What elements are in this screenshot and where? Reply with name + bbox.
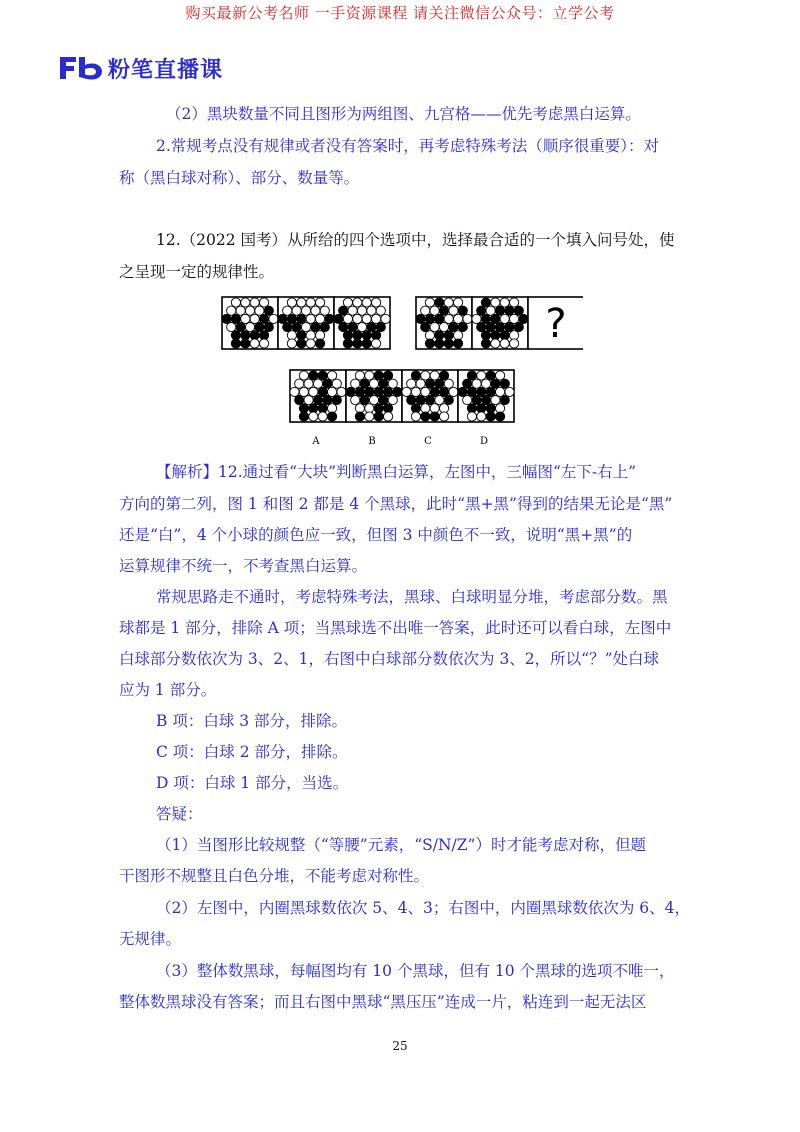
option-B-cell-ball xyxy=(369,396,378,405)
option-B-cell-ball xyxy=(355,412,364,421)
analysis-line-4: 运算规律不统一，不考查黑白运算。 xyxy=(119,557,368,575)
stem-left-cell-1-ball xyxy=(241,298,250,307)
question-line-2: 之呈现一定的规律性。 xyxy=(119,263,275,281)
stem-right-cell-2-ball xyxy=(510,298,519,307)
stem-left-cell-3-ball xyxy=(372,298,381,307)
option-A-cell-ball xyxy=(313,396,322,405)
analysis-line-5: 常规思路走不通时，考虑特殊考法，黑球、白球明显分堆，考虑部分数。黑 xyxy=(156,588,668,606)
option-D-cell-ball xyxy=(463,396,472,405)
stem-left-cell-3-ball xyxy=(343,339,352,348)
option-C-cell-ball xyxy=(425,396,434,405)
stem-left-cell-2-ball xyxy=(297,339,306,348)
option-B-cell-ball xyxy=(374,412,383,421)
option-D-cell-ball xyxy=(486,412,495,421)
option-D-cell-ball xyxy=(463,379,472,388)
stem-right-cell-2-ball xyxy=(505,323,514,332)
stem-left-cell-1-ball xyxy=(264,306,273,315)
stem-left-cell-2-ball xyxy=(283,323,292,332)
stem-left-cell-1-ball xyxy=(250,314,259,323)
option-A-cell-ball xyxy=(304,396,313,405)
stem-right-cell-2-ball xyxy=(510,339,519,348)
option-A-cell-ball xyxy=(318,371,327,380)
stem-right-cell-2-ball xyxy=(491,314,500,323)
stem-right-cell-1-ball xyxy=(454,298,463,307)
stem-left-cell-1-ball xyxy=(250,339,259,348)
stem-right-cell-1-ball xyxy=(421,306,430,315)
stem-left-cell-3-ball xyxy=(353,339,362,348)
option-C-cell-ball xyxy=(416,379,425,388)
option-A-cell-ball xyxy=(337,387,346,396)
stem-right-cell-2-ball xyxy=(481,339,490,348)
text-line-3: 称（黑白球对称）、部分、数量等。 xyxy=(119,169,360,187)
stem-right-cell-1-ball xyxy=(454,314,463,323)
stem-left-cell-2-ball xyxy=(316,339,325,348)
qa-line-5: （3）整体数黑球，每幅图均有 10 个黑球，但有 10 个黑球的选项不唯一， xyxy=(156,962,675,980)
stem-right-cell-1-ball xyxy=(444,314,453,323)
stem-left-cell-3-ball xyxy=(367,306,376,315)
analysis-line-6: 球都是 1 部分，排除 A 项；当黑球选不出唯一答案，此时还可以看白球，左图中 xyxy=(119,619,672,637)
stem-right-cell-1-ball xyxy=(425,298,434,307)
option-B-cell-ball xyxy=(388,396,397,405)
page-number: 25 xyxy=(392,1039,408,1053)
option-A-cell-ball xyxy=(318,412,327,421)
option-B-cell-ball xyxy=(388,379,397,388)
option-C-cell-ball xyxy=(425,379,434,388)
option-C-cell-ball xyxy=(440,412,449,421)
stem-right-cell-2-ball xyxy=(472,314,481,323)
option-C-cell-ball xyxy=(430,412,439,421)
option-D-cell-ball xyxy=(472,396,481,405)
option-D-cell-ball xyxy=(477,371,486,380)
option-D-cell-ball xyxy=(472,379,481,388)
option-A-cell-ball xyxy=(299,412,308,421)
option-C-cell-ball xyxy=(421,387,430,396)
stem-right-cell-1-ball xyxy=(439,306,448,315)
stem-left-cell-2-ball xyxy=(287,298,296,307)
option-A-cell-ball xyxy=(332,396,341,405)
option-D-cell-ball xyxy=(486,387,495,396)
option-C-cell-ball xyxy=(407,396,416,405)
option-B-cell-ball xyxy=(374,387,383,396)
stem-right-cell-1-ball xyxy=(439,323,448,332)
stem-left-cell-2-ball xyxy=(316,298,325,307)
stem-right-cell-2-ball xyxy=(495,306,504,315)
stem-left-cell-1-ball xyxy=(231,339,240,348)
option-D-cell-ball xyxy=(477,412,486,421)
option-C-cell-ball xyxy=(444,396,453,405)
stem-right-cell-1-ball xyxy=(435,314,444,323)
stem-left-cell-1-ball xyxy=(227,323,236,332)
option-A-cell-ball xyxy=(309,371,318,380)
stem-right-cell-1-ball xyxy=(430,323,439,332)
option-B-cell-ball xyxy=(379,396,388,405)
stem-left-cell-3-ball xyxy=(367,323,376,332)
option-A-cell-ball xyxy=(299,371,308,380)
option-C-cell-ball xyxy=(435,379,444,388)
option-C-cell-ball xyxy=(430,371,439,380)
option-D-cell-ball xyxy=(467,412,476,421)
stem-right-cell-2-ball xyxy=(491,339,500,348)
stem-right-cell-2-ball xyxy=(514,306,523,315)
stem-right-cell-1-ball xyxy=(425,339,434,348)
stem-left-cell-2-ball xyxy=(292,323,301,332)
option-b-line: B 项：白球 3 部分，排除。 xyxy=(156,712,348,730)
fb-logo-icon xyxy=(58,55,104,81)
stem-right-cell-2-ball xyxy=(481,314,490,323)
option-D-cell-ball xyxy=(486,371,495,380)
option-d-line: D 项：白球 1 部分，当选。 xyxy=(156,774,349,792)
stem-left-cell-1-ball xyxy=(260,298,269,307)
option-C-cell-ball xyxy=(411,387,420,396)
option-B-cell-ball xyxy=(393,387,402,396)
option-C-cell-ball xyxy=(430,387,439,396)
option-D-cell-ball xyxy=(496,412,505,421)
stem-left-cell-3-ball xyxy=(334,314,343,323)
stem-left-cell-3-ball xyxy=(362,339,371,348)
stem-left-cell-3-ball xyxy=(357,323,366,332)
option-D-cell-ball xyxy=(500,396,509,405)
stem-left-cell-3-ball xyxy=(343,314,352,323)
stem-left-cell-1-ball xyxy=(236,306,245,315)
stem-left-cell-3-ball xyxy=(372,339,381,348)
option-C-cell-ball xyxy=(435,396,444,405)
stem-left-cell-3-ball xyxy=(348,306,357,315)
stem-left-cell-1-ball xyxy=(255,323,264,332)
option-D-cell-ball xyxy=(491,396,500,405)
stem-left-cell-1-ball xyxy=(255,306,264,315)
option-B-cell-ball xyxy=(384,412,393,421)
option-C-cell-ball xyxy=(411,371,420,380)
qa-line-1: （1）当图形比较规整（“等腰”元素，“S/N/Z”）时才能考虑对称，但题 xyxy=(156,836,646,854)
option-A-cell-ball xyxy=(290,387,299,396)
option-D-cell-ball xyxy=(481,379,490,388)
stem-left-cell-2-ball xyxy=(306,339,315,348)
stem-left-cell-1-ball xyxy=(241,339,250,348)
option-D-cell-ball xyxy=(467,387,476,396)
stem-left-cell-2-ball xyxy=(316,314,325,323)
stem-right-cell-1-ball xyxy=(454,339,463,348)
qa-line-6: 整体数黑球没有答案；而且右图中黑球“黑压压”连成一片，粘连到一起无法区 xyxy=(119,993,647,1011)
analysis-line-8: 应为 1 部分。 xyxy=(119,681,217,699)
stem-right-cell-1-ball xyxy=(435,339,444,348)
option-A-cell-ball xyxy=(323,379,332,388)
option-label-B: B xyxy=(368,436,376,447)
stem-left-cell-2-ball xyxy=(297,298,306,307)
stem-right-cell-1-ball xyxy=(444,298,453,307)
stem-left-cell-2-ball xyxy=(292,306,301,315)
stem-right-cell-1-ball xyxy=(449,323,458,332)
option-D-cell-ball xyxy=(477,387,486,396)
stem-left-cell-1-ball xyxy=(236,323,245,332)
option-C-cell-ball xyxy=(449,387,458,396)
stem-left-cell-2-ball xyxy=(320,306,329,315)
stem-left-cell-1-ball xyxy=(241,314,250,323)
option-B-cell-ball xyxy=(384,371,393,380)
option-D-cell-ball xyxy=(467,371,476,380)
option-label-A: A xyxy=(312,436,320,447)
stem-right-cell-2-ball xyxy=(491,298,500,307)
option-B-cell-ball xyxy=(365,412,374,421)
option-B-cell-ball xyxy=(351,379,360,388)
option-D-cell-ball xyxy=(496,387,505,396)
stem-right-cell-2-ball xyxy=(505,306,514,315)
stem-left-cell-1-ball xyxy=(264,323,273,332)
stem-left-cell-1-ball xyxy=(250,298,259,307)
stem-right-cell-2-ball xyxy=(481,298,490,307)
option-B-cell-ball xyxy=(355,371,364,380)
option-C-cell-ball xyxy=(411,412,420,421)
option-C-cell-ball xyxy=(416,396,425,405)
option-A-cell-ball xyxy=(299,387,308,396)
stem-left-cell-3-ball xyxy=(339,306,348,315)
option-C-cell-ball xyxy=(421,412,430,421)
option-C-cell-ball xyxy=(421,371,430,380)
option-B-cell-ball xyxy=(346,387,355,396)
option-A-cell-ball xyxy=(313,379,322,388)
analysis-line-7: 白球部分数依次为 3、2、1，右图中白球部分数依次为 3、2，所以“？”处白球 xyxy=(119,650,660,668)
stem-right-cell-1-ball xyxy=(458,306,467,315)
analysis-line-3: 还是“白”，4 个小球的颜色应一致，但图 3 中颜色不一致，说明“黑+黑”的 xyxy=(119,526,633,544)
option-B-cell-ball xyxy=(365,387,374,396)
option-A-cell-ball xyxy=(328,412,337,421)
stem-right-cell-2-ball xyxy=(486,306,495,315)
stem-right-cell-2-ball xyxy=(500,339,509,348)
stem-left-cell-3-ball xyxy=(357,306,366,315)
stem-left-cell-1-ball xyxy=(227,306,236,315)
stem-left-cell-3-ball xyxy=(376,323,385,332)
stem-right-cell-1-ball xyxy=(425,314,434,323)
stem-left-cell-2-ball xyxy=(301,323,310,332)
option-A-cell-ball xyxy=(304,379,313,388)
option-label-D: D xyxy=(479,436,489,447)
stem-right-cell-2-ball xyxy=(500,314,509,323)
stem-left-cell-1-ball xyxy=(245,306,254,315)
stem-left-cell-3-ball xyxy=(353,314,362,323)
option-C-cell-ball xyxy=(407,379,416,388)
stem-left-cell-2-ball xyxy=(287,339,296,348)
qa-heading: 答疑： xyxy=(156,805,203,823)
stem-left-cell-2-ball xyxy=(320,323,329,332)
option-A-cell-ball xyxy=(323,396,332,405)
option-D-cell-ball xyxy=(496,371,505,380)
option-D-cell-ball xyxy=(458,387,467,396)
question-mark: ? xyxy=(545,301,567,347)
stem-left-cell-2-ball xyxy=(283,306,292,315)
stem-right-cell-2-ball xyxy=(477,306,486,315)
stem-right-cell-1-ball xyxy=(458,323,467,332)
stem-right-cell-2-ball xyxy=(510,314,519,323)
stem-left-cell-2-ball xyxy=(306,314,315,323)
stem-left-cell-3-ball xyxy=(381,314,390,323)
stem-left-cell-1-ball xyxy=(260,339,269,348)
stem-left-cell-3-ball xyxy=(376,306,385,315)
puzzle-figure xyxy=(221,296,583,448)
option-A-cell-ball xyxy=(309,412,318,421)
stem-right-cell-1-ball xyxy=(430,306,439,315)
option-c-line: C 项：白球 2 部分，排除。 xyxy=(156,743,348,761)
stem-right-cell-1-ball xyxy=(463,314,472,323)
option-C-cell-ball xyxy=(440,387,449,396)
top-banner: 购买最新公考名师 一手资源课程 请关注微信公众号：立学公考 xyxy=(185,4,615,22)
stem-left-cell-2-ball xyxy=(306,298,315,307)
option-A-cell-ball xyxy=(332,379,341,388)
stem-left-cell-1-ball xyxy=(269,314,278,323)
stem-left-cell-3-ball xyxy=(372,314,381,323)
stem-left-cell-1-ball xyxy=(260,314,269,323)
stem-left-cell-2-ball xyxy=(297,314,306,323)
option-B-cell-ball xyxy=(369,379,378,388)
option-D-cell-ball xyxy=(491,379,500,388)
option-B-cell-ball xyxy=(360,379,369,388)
qa-line-3: （2）左图中，内圈黑球数依次 5、4、3；右图中，内圈黑球数依次为 6、4， xyxy=(156,899,691,917)
option-label-C: C xyxy=(424,436,432,447)
stem-left-cell-3-ball xyxy=(362,298,371,307)
option-D-cell-ball xyxy=(505,387,514,396)
stem-left-cell-1-ball xyxy=(222,314,231,323)
stem-left-cell-2-ball xyxy=(287,314,296,323)
option-B-cell-ball xyxy=(365,371,374,380)
stem-left-cell-3-ball xyxy=(339,323,348,332)
qa-line-4: 无规律。 xyxy=(119,930,182,948)
option-A-cell-ball xyxy=(318,387,327,396)
stem-left-cell-3-ball xyxy=(348,323,357,332)
text-line-1: （2）黑块数量不同且图形为两组图、九宫格——优先考虑黑白运算。 xyxy=(166,105,641,123)
stem-right-cell-2-ball xyxy=(477,323,486,332)
stem-right-cell-2-ball xyxy=(500,298,509,307)
stem-left-cell-2-ball xyxy=(325,314,334,323)
stem-left-cell-1-ball xyxy=(245,323,254,332)
stem-right-cell-1-ball xyxy=(416,314,425,323)
text-line-2: 2.常规考点没有规律或者没有答案时，再考虑特殊考法（顺序很重要）：对 xyxy=(156,137,660,155)
stem-left-cell-1-ball xyxy=(231,298,240,307)
stem-right-cell-1-ball xyxy=(435,298,444,307)
option-A-cell-ball xyxy=(295,396,304,405)
stem-left-cell-2-ball xyxy=(278,314,287,323)
stem-left-cell-1-ball xyxy=(231,314,240,323)
option-A-cell-ball xyxy=(328,387,337,396)
stem-left-cell-3-ball xyxy=(353,298,362,307)
option-B-cell-ball xyxy=(351,396,360,405)
stem-left-cell-2-ball xyxy=(311,323,320,332)
option-A-cell-ball xyxy=(309,387,318,396)
stem-right-cell-2-ball xyxy=(514,323,523,332)
stem-right-cell-1-ball xyxy=(444,339,453,348)
question-line-1: 12.（2022 国考）从所给的四个选项中，选择最合适的一个填入问号处，使 xyxy=(156,231,675,249)
brand-name: 粉笔直播课 xyxy=(108,57,224,83)
option-D-cell-ball xyxy=(481,396,490,405)
option-C-cell-ball xyxy=(440,371,449,380)
option-A-cell-ball xyxy=(295,379,304,388)
stem-right-cell-2-ball xyxy=(495,323,504,332)
stem-right-cell-2-ball xyxy=(486,323,495,332)
qa-line-2: 干图形不规整且白色分堆，不能考虑对称性。 xyxy=(119,867,430,885)
option-B-cell-ball xyxy=(379,379,388,388)
option-B-cell-ball xyxy=(384,387,393,396)
option-B-cell-ball xyxy=(355,387,364,396)
option-D-cell-ball xyxy=(500,379,509,388)
analysis-line-1: 【解析】12.通过看“大块”判断黑白运算，左图中，三幅图“左下-右上” xyxy=(156,463,637,481)
stem-left-cell-2-ball xyxy=(311,306,320,315)
option-A-cell-ball xyxy=(328,371,337,380)
stem-right-cell-2-ball xyxy=(519,314,528,323)
analysis-line-2: 方向的第二列，图 1 和图 2 都是 4 个黑球，此时“黑+黑”得到的结果无论是“黑” xyxy=(119,495,673,513)
stem-right-cell-1-ball xyxy=(421,323,430,332)
option-B-cell-ball xyxy=(374,371,383,380)
option-B-cell-ball xyxy=(360,396,369,405)
option-C-cell-ball xyxy=(402,387,411,396)
option-C-cell-ball xyxy=(444,379,453,388)
stem-left-cell-3-ball xyxy=(362,314,371,323)
stem-left-cell-3-ball xyxy=(343,298,352,307)
stem-right-cell-1-ball xyxy=(449,306,458,315)
brand-logo xyxy=(58,52,223,84)
stem-left-cell-2-ball xyxy=(301,306,310,315)
